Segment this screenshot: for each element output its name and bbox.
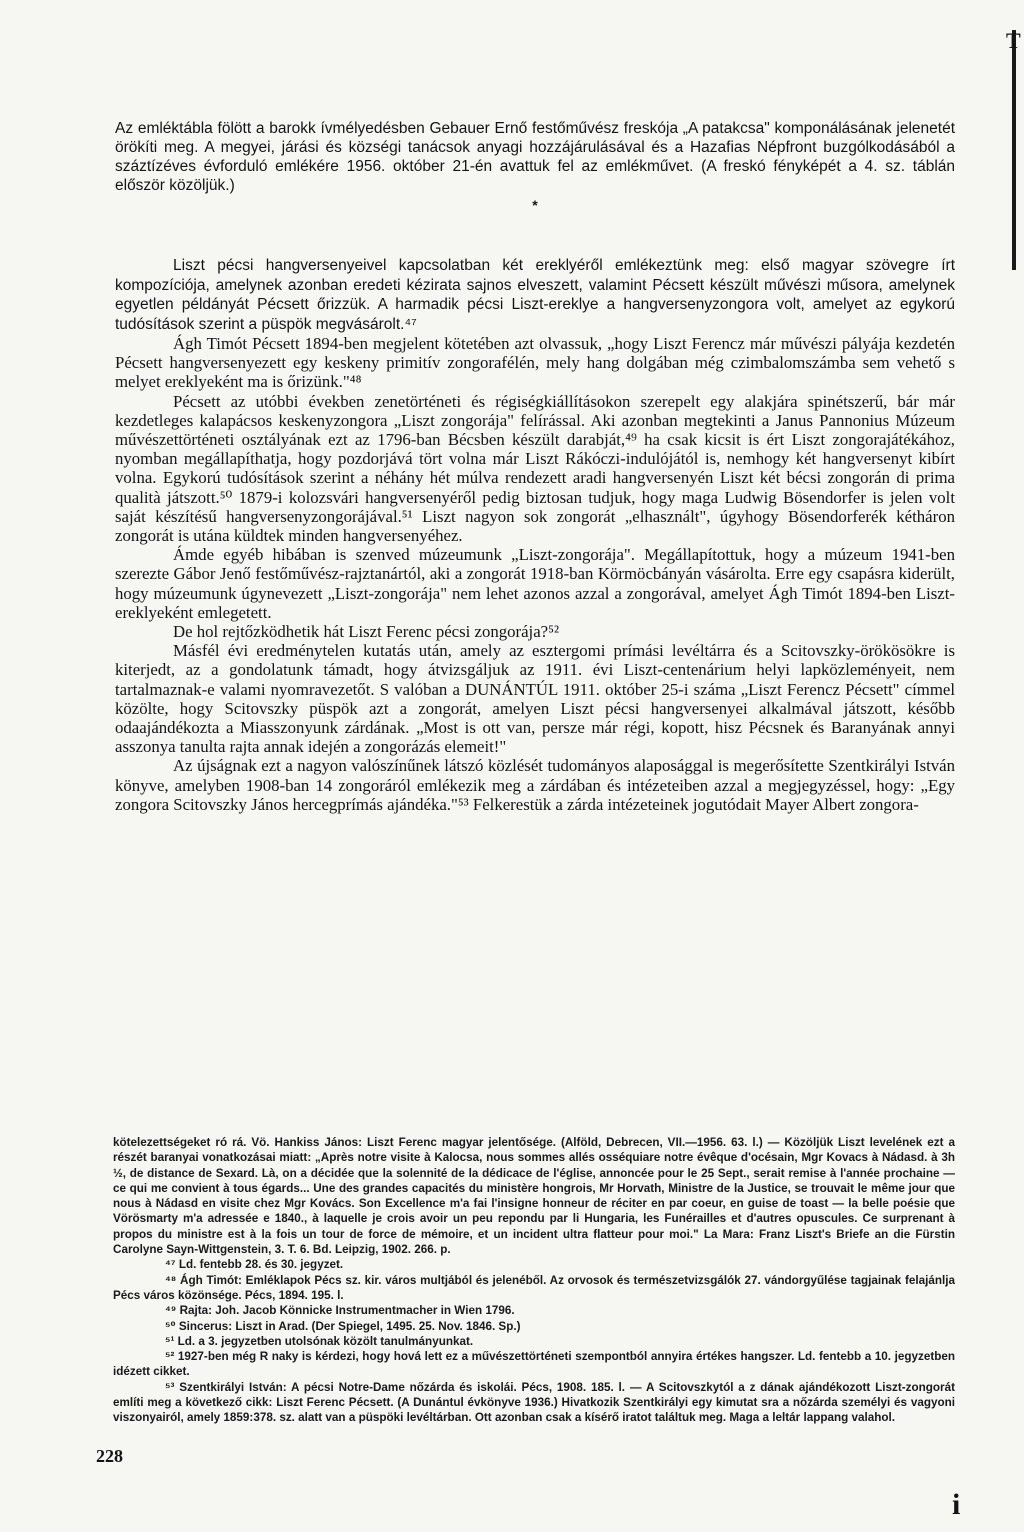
page-edge-line	[1012, 30, 1016, 270]
footnote: ⁴⁸ Ágh Timót: Emléklapok Pécs sz. kir. város multjából és jelenéből. Az orvosok és természetvizsgálók 27. vándorgyűlése tagjainak felajánlja Pécs város közönsége. Pécs, 1894. 195. l.	[113, 1273, 955, 1302]
page-number: 228	[96, 1446, 123, 1466]
footnote: ⁵¹ Ld. a 3. jegyzetben utolsónak közölt tanulmányunkat.	[165, 1334, 474, 1348]
footnote: ⁵³ Szentkirályi István: A pécsi Notre-Dame nőzárda és iskolái. Pécs, 1908. 185. l. — A Scitovszkytól a z dának ajándékozott Liszt-zongorát említi meg a következő cikk: Liszt Ferenc Pécsett. (A Dunántul évkönyve 1936.) Hivatkozik Szentkirályi egy kimutat sra a nőzárda személyi és vagyoni viszonyairól, amely 1859:378. sz. alatt van a püspöki levéltárban. Ott azonban csak a kísérő iratot találtuk meg. Maga a leltár lappang valahol.	[113, 1380, 955, 1425]
main-text	[115, 256, 955, 814]
body-paragraph: Másfél évi eredménytelen kutatás után, amely az esztergomi prímási levéltárra és a Scitovszky-örökösökre is kiterjedt, az a gondolatunk támadt, hogy átvizsgáljuk az 1911. évi Liszt-centenárium helyi lapközleményeit, nem tartalmaznak-e valami nyomravezetőt. S valóban a DUNÁNTÚL 1911. október 25-i száma „Liszt Ferencz Pécsett" címmel közölte, hogy Scitovszky püspök azt a zongorát, amelyen Liszt pécsi hangversenyei alkalmával játszott, később odaajándékozta a Miasszonyunk zárdának. „Most is ott van, persze már régi, kopott, hisz Pécsnek és Baranyának annyi asszonya tanulta rajta annak idején a zongorázás elemeit!"	[115, 641, 955, 757]
footnotes	[113, 1135, 955, 1426]
footnote: ⁴⁷ Ld. fentebb 28. és 30. jegyzet.	[165, 1258, 344, 1272]
footnote: kötelezettségeket ró rá. Vö. Hankiss János: Liszt Ferenc magyar jelentősége. (Alföld, Debrecen, VII.—1956. 63. l.) — Közöljük Liszt levelének ezt a részét baranyai vonatkozásai miatt: „Après notre visite à Kalocsa, nous sommes allés osséquiare notre évêque d'océsain, Mgr Kovacs à Nádasd. à 3h ½, de distance de Sexard. Là, on a décidée que la solennité de la dédicace de l'église, annoncée pour le 25 Sept., serait remise à l'année prochaine — ce qui me convient à tous égards... Une des grandes capacités du ministère hongrois, Mr Horvath, Ministre de la Justice, se trouvait le même jour que nous à Nádasd en visite chez Mgr Kovács. Son Excellence m'a fai l'insigne honneur de réciter en par coeur, en guise de toast — la belle poésie que Vörösmarty m'a adressée e 1840., à laquelle je crois avoir un peu repondu par li Hungaria, les Funérailles et d'autres opuscules. Ce surprenant à propos du ministre est à la fois un tour de force de mémoire, et un incident ultra flatteur pour moi." La Mara: Franz Liszt's Briefe an die Fürstin Carolyne Sayn-Wittgenstein, 3. T. 6. Bd. Leipzig, 1902. 266. p.	[113, 1136, 955, 1257]
body-paragraph: Liszt pécsi hangversenyeivel kapcsolatban két ereklyéről emlékeztünk meg: első magyar szövegre írt kompozíciója, amelynek azonban eredeti kézirata sajnos elveszett, valamint Pécsett készült művészi műsora, amelynek egyetlen példányát Pécsett őrizzük. A harmadik pécsi Liszt-ereklye a hangversenyzongora volt, amelyet az egykorú tudósítások szerint a püspök megvásárolt.⁴⁷	[115, 257, 955, 333]
section-separator: *	[532, 197, 538, 213]
body-paragraph: Pécsett az utóbbi években zenetörténeti és régiségkiállításokon szerepelt egy alakjára spinétszerű, bár már kezdetleges kalapácsos keskenyzongora „Liszt zongorája" felírással. Aki azonban megtekinti a Janus Pannonius Múzeum művészettörténeti osztályának ezt az 1796-ban Bécsben készült darabját,⁴⁹ ha csak kicsit is ért Liszt zongorajátékához, nyomban megállapíthatja, hogy pozdorjává tört volna már Liszt Rákóczi-indulójától is, nemhogy két hangversenyt kibírt volna. Egykorú tudósítások szerint a néhány hét múlva rendezett aradi hangversenyén Liszt két bécsi zongorán di prima qualità játszott.⁵⁰ 1879-i kolozsvári hangversenyéről pedig biztosan tudjuk, hogy maga Ludwig Bösendorfer is jelen volt saját készítésű hangversenyzongorájával.⁵¹ Liszt nagyon sok zongorát „elhasznált", úgyhogy Bösendorferék kétháron zongorát is utána küldtek minden hangversenyéhez.	[115, 391, 955, 546]
corner-mark: i	[952, 1488, 961, 1521]
footnote: ⁵⁰ Sincerus: Liszt in Arad. (Der Spiegel, 1495. 25. Nov. 1846. Sp.)	[165, 1319, 521, 1333]
intro-paragraph: Az emléktábla fölött a barokk ívmélyedésben Gebauer Ernő festőművész freskója „A patakcsa" komponálásának jelenetét örökíti meg. A megyei, járási és községi tanácsok anyagi hozzájárulásával és a Hazafias Népfront buzgólkodásából a száztízéves évforduló emlékére 1956. október 21-én avattuk fel az emlékművet. (A freskó fényképét a 4. sz. táblán először közöljük.)	[115, 120, 955, 194]
body-paragraph: De hol rejtőzködhetik hát Liszt Ferenc pécsi zongorája?⁵²	[173, 622, 559, 642]
body-paragraph: Az újságnak ezt a nagyon valószínűnek látszó közlését tudományos alaposággal is megerősítette Szentkirályi István könyve, amelyben 1908-ban 14 zongoráról emlékezik meg a zárdában és intézeteiben azzal a megjegyzéssel, hogy: „Egy zongora Scitovszky János hercegprímás ajándéka."⁵³ Felkerestük a zárda intézeteinek jogutódait Mayer Albert zongora-	[115, 756, 955, 814]
body-paragraph: Ágh Timót Pécsett 1894-ben megjelent kötetében azt olvassuk, „hogy Liszt Ferencz már művészi pályája kezdetén Pécsett hangversenyezett egy keskeny primitív zongorafélén, mely hang dolgában még czimbalomszámba sem vehető s melyet ereklyeként ma is őrizünk."⁴⁸	[115, 334, 955, 392]
footnote: ⁵² 1927-ben még R naky is kérdezi, hogy hová lett ez a művészettörténeti szempontból annyira értékes hangszer. Ld. fentebb a 10. jegyzetben idézett cikket.	[113, 1350, 955, 1379]
intro-section	[115, 119, 955, 213]
footnote: ⁴⁹ Rajta: Joh. Jacob Könnicke Instrumentmacher in Wien 1796.	[165, 1304, 515, 1318]
page-edge-mark: T	[1006, 28, 1021, 53]
body-paragraph: Ámde egyéb hibában is szenved múzeumunk „Liszt-zongorája". Megállapítottuk, hogy a múzeum 1941-ben szerezte Gábor Jenő festőművész-rajztanártól, aki a zongorát 1918-ban Körmöcbányán vásárolta. Erre egy csapásra kiderült, hogy múzeumunk úgynevezett „Liszt-zongorája" nem lehet azonos azzal a zongorával, amelyet Ágh Timót 1894-ben Liszt-ereklyeként emlegetett.	[115, 545, 955, 622]
